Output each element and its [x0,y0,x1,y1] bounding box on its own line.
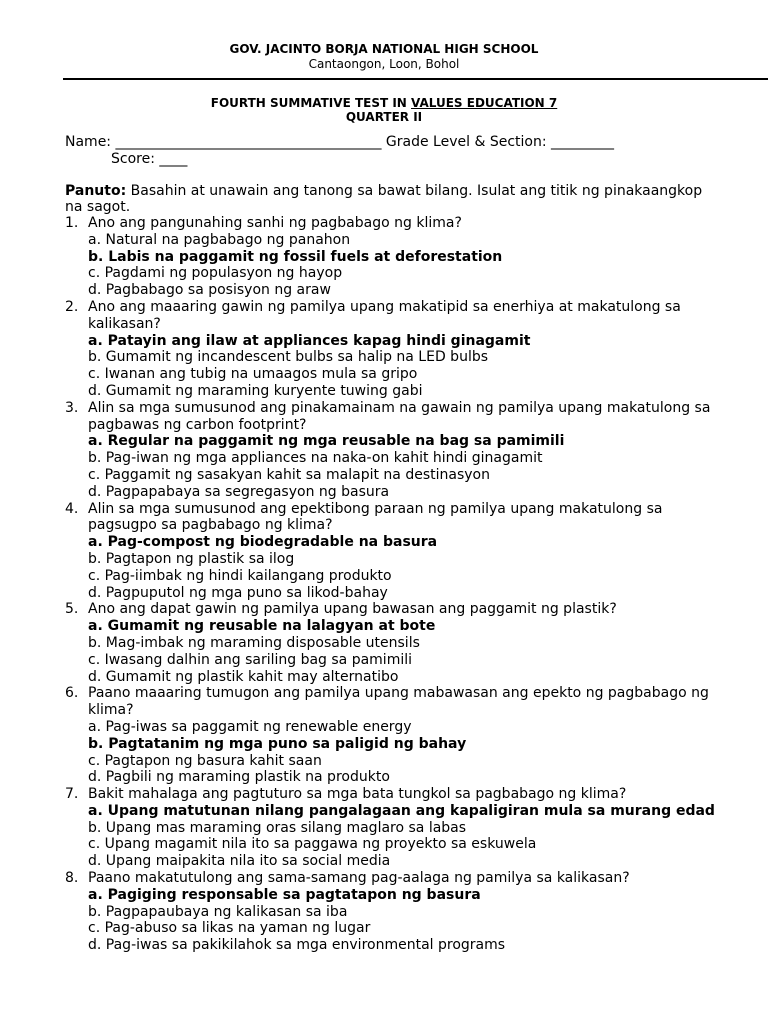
answer-choice: b. Pagpapaubaya ng kalikasan sa iba [88,903,348,920]
question-list [65,215,725,954]
question-item [65,400,725,501]
question-number: 8. [65,870,79,887]
test-title [0,96,768,124]
answer-choice-correct: a. Patayin ang ilaw at appliances kapag hindi ginagamit [88,332,531,349]
question-number: 7. [65,786,79,803]
answer-choice: b. Upang mas maraming oras silang maglaro sa labas [88,819,467,836]
question-item [65,215,725,299]
header-divider [63,78,768,80]
question-number: 3. [65,399,79,416]
test-subject: VALUES EDUCATION 7 [411,96,558,110]
question-text: Bakit mahalaga ang pagtuturo sa mga bata tungkol sa pagbabago ng klima? [88,786,627,803]
question-number: 6. [65,685,79,702]
answer-choice: c. Pag-iimbak ng hindi kailangang produkto [88,567,392,584]
answer-choice: c. Pag-abuso sa likas na yaman ng lugar [88,920,371,937]
question-text: Alin sa mga sumusunod ang epektibong paraan ng pamilya upang makatulong sa pagsugpo sa pagbabago ng klima? [88,500,663,534]
question-item [65,299,725,400]
name-grade-line: Name: ______________________________________ Grade Level & Section: _________ [65,134,615,150]
answer-choice: c. Iwanan ang tubig na umaagos mula sa gripo [88,366,418,383]
question-stem [65,299,725,333]
answer-choice-correct: a. Pag-compost ng biodegradable na basura [88,534,438,551]
instructions-label: Panuto: [65,183,127,199]
answer-choice: d. Upang maipakita nila ito sa social media [88,853,391,870]
answer-choice: b. Pag-iwan ng mga appliances na naka-on kahit hindi ginagamit [88,450,543,467]
answer-choice: d. Pagpapabaya sa segregasyon ng basura [88,483,390,500]
question-text: Paano maaaring tumugon ang pamilya upang mabawasan ang epekto ng pagbabago ng klima? [88,685,709,719]
question-stem [65,685,725,719]
answer-choice: d. Gumamit ng maraming kuryente tuwing gabi [88,382,423,399]
question-item [65,601,725,685]
question-stem [65,215,725,232]
question-stem [65,601,725,618]
test-title-line-1 [0,96,768,110]
answer-choice: c. Pagtapon ng basura kahit saan [88,752,322,769]
answer-choice-correct: a. Regular na paggamit ng mga reusable na bag sa pamimili [88,433,565,450]
question-item [65,786,725,870]
school-name: GOV. JACINTO BORJA NATIONAL HIGH SCHOOL [229,42,539,56]
question-item [65,870,725,954]
answer-choice-correct: b. Pagtatanim ng mga puno sa paligid ng bahay [88,735,467,752]
answer-choice: d. Pag-iwas sa pakikilahok sa mga environmental programs [88,937,506,954]
answer-choice: d. Gumamit ng plastik kahit may alternatibo [88,668,399,685]
question-stem [65,501,725,535]
answer-choice: d. Pagpuputol ng mga puno sa likod-bahay [88,584,388,601]
answer-choice: d. Pagbili ng maraming plastik na produkto [88,769,390,786]
answer-choice-correct: a. Gumamit ng reusable na lalagyan at bote [88,618,436,635]
question-text: Paano makatutulong ang sama-samang pag-aalaga ng pamilya sa kalikasan? [88,870,630,887]
answer-choice: b. Pagtapon ng plastik sa ilog [88,550,295,567]
school-header [0,41,768,71]
answer-choice: d. Pagbabago sa posisyon ng araw [88,282,331,299]
question-number: 4. [65,500,79,517]
question-stem [65,870,725,887]
question-number: 1. [65,215,79,231]
question-item [65,685,725,786]
score-line: Score: ____ [111,151,188,167]
answer-choice-correct: a. Pagiging responsable sa pagtatapon ng basura [88,886,481,903]
question-stem [65,786,725,803]
test-quarter: QUARTER II [345,110,423,124]
answer-choice: b. Gumamit ng incandescent bulbs sa halip na LED bulbs [88,349,489,366]
answer-choice: b. Mag-imbak ng maraming disposable utensils [88,634,420,651]
question-text: Alin sa mga sumusunod ang pinakamainam na gawain ng pamilya upang makatulong sa pagbawas ng carbon footprint? [88,399,711,433]
instructions-text: Basahin at unawain ang tanong sa bawat bilang. Isulat ang titik ng pinakaangkop na sagot. [65,183,703,215]
question-stem [65,400,725,434]
question-text: Ano ang maaaring gawin ng pamilya upang makatipid sa enerhiya at makatulong sa kalikasan? [88,298,681,332]
answer-choice: c. Iwasang dalhin ang sariling bag sa pamimili [88,651,413,668]
question-text: Ano ang dapat gawin ng pamilya upang bawasan ang paggamit ng plastik? [88,601,617,618]
answer-choice: c. Paggamit ng sasakyan kahit sa malapit na destinasyon [88,466,490,483]
answer-choice: c. Upang magamit nila ito sa paggawa ng proyekto sa eskuwela [88,836,537,853]
instructions [65,183,715,215]
answer-choice-correct: a. Upang matutunan nilang pangalagaan ang kapaligiran mula sa murang edad [88,802,715,819]
test-title-prefix: FOURTH SUMMATIVE TEST IN [210,96,412,110]
answer-choice: a. Natural na pagbabago ng panahon [88,231,351,248]
school-address: Cantaongon, Loon, Bohol [308,57,460,71]
answer-choice: c. Pagdami ng populasyon ng hayop [88,265,343,282]
question-text: Ano ang pangunahing sanhi ng pagbabago ng klima? [88,215,462,231]
question-number: 2. [65,298,79,315]
question-number: 5. [65,601,79,618]
question-item [65,501,725,602]
answer-choice-correct: b. Labis na paggamit ng fossil fuels at deforestation [88,248,503,265]
answer-choice: a. Pag-iwas sa paggamit ng renewable energy [88,718,412,735]
